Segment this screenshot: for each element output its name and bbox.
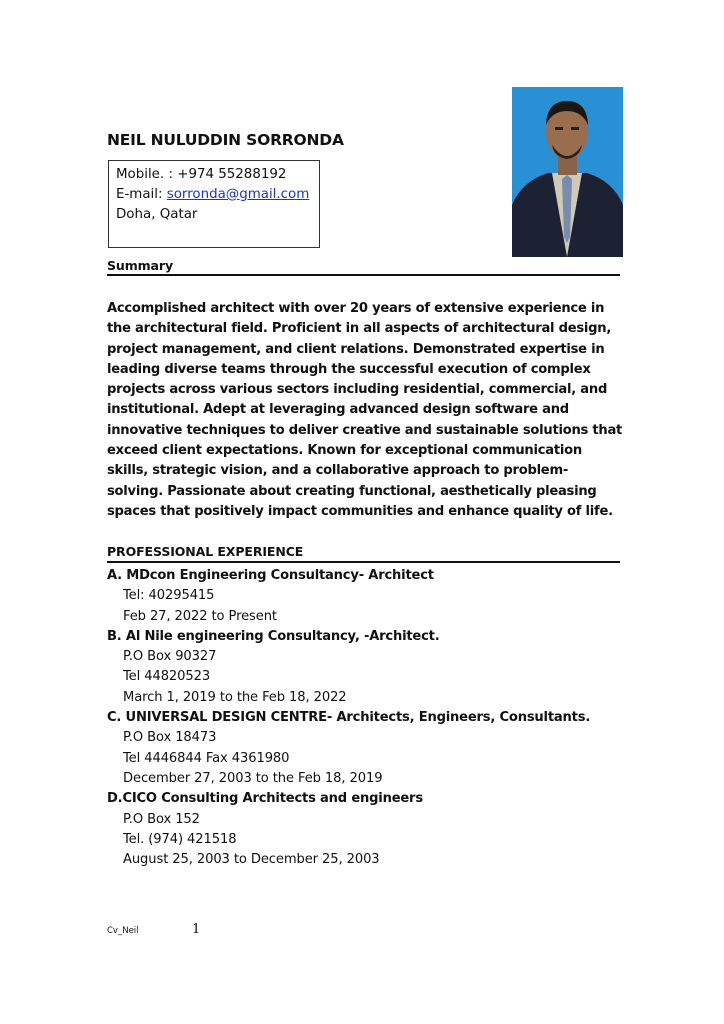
email-link[interactable]: sorronda@gmail.com <box>166 187 310 202</box>
experience-detail: December 27, 2003 to the Feb 18, 2019 <box>123 770 383 786</box>
mobile-line <box>116 165 312 185</box>
experience-detail: March 1, 2019 to the Feb 18, 2022 <box>123 689 347 705</box>
experience-detail: Tel 4446844 Fax 4361980 <box>123 750 290 766</box>
experience-detail: P.O Box 18473 <box>123 730 217 746</box>
experience-detail: August 25, 2003 to December 25, 2003 <box>123 852 380 868</box>
candidate-name: NEIL NULUDDIN SORRONDA <box>107 131 344 149</box>
location: Doha, Qatar <box>116 207 198 222</box>
email-label: E-mail: <box>116 187 167 202</box>
footer-label: Cv_Neil <box>107 926 139 936</box>
summary-divider <box>107 274 620 276</box>
experience-list <box>107 566 627 870</box>
experience-heading-b: B. Al Nile engineering Consultancy, -Architect. <box>107 628 440 644</box>
experience-detail: P.O Box 152 <box>123 811 200 827</box>
experience-heading-c: C. UNIVERSAL DESIGN CENTRE- Architects, Engineers, Consultants. <box>107 710 591 726</box>
experience-detail: P.O Box 90327 <box>123 649 217 665</box>
contact-box <box>108 160 320 248</box>
experience-detail: Feb 27, 2022 to Present <box>123 608 277 624</box>
experience-heading-a: A. MDcon Engineering Consultancy- Architect <box>107 568 434 583</box>
email-line <box>116 185 312 205</box>
experience-detail: Tel 44820523 <box>123 669 211 685</box>
experience-detail: Tel: 40295415 <box>123 588 215 604</box>
summary-text: Accomplished architect with over 20 years of extensive experience in the architectural field. Proficient in all aspects of architectural design, project management, and client relations. Demonstrated expertise in leading diverse teams through the successful execution of complex projects across various sectors including residential, commercial, and institutional. Adept at leveraging advanced design software and innovative techniques to deliver creative and sustainable solutions that exceed client expectations. Known for exceptional communication skills, strategic vision, and a collaborative approach to problem-solving. Passionate about creating functional, aesthetically pleasing spaces that positively impact communities and enhance quality of life. <box>107 301 623 519</box>
summary-heading: Summary <box>107 258 173 273</box>
mobile-label: Mobile. : <box>116 167 178 182</box>
experience-divider <box>107 561 620 563</box>
experience-heading: PROFESSIONAL EXPERIENCE <box>107 544 304 559</box>
experience-detail: Tel. (974) 421518 <box>123 831 237 847</box>
profile-photo <box>512 87 623 257</box>
experience-heading-d: D.CICO Consulting Architects and engineers <box>107 791 423 807</box>
page-number: 1 <box>192 922 201 937</box>
mobile-number: +974 55288192 <box>177 167 287 182</box>
